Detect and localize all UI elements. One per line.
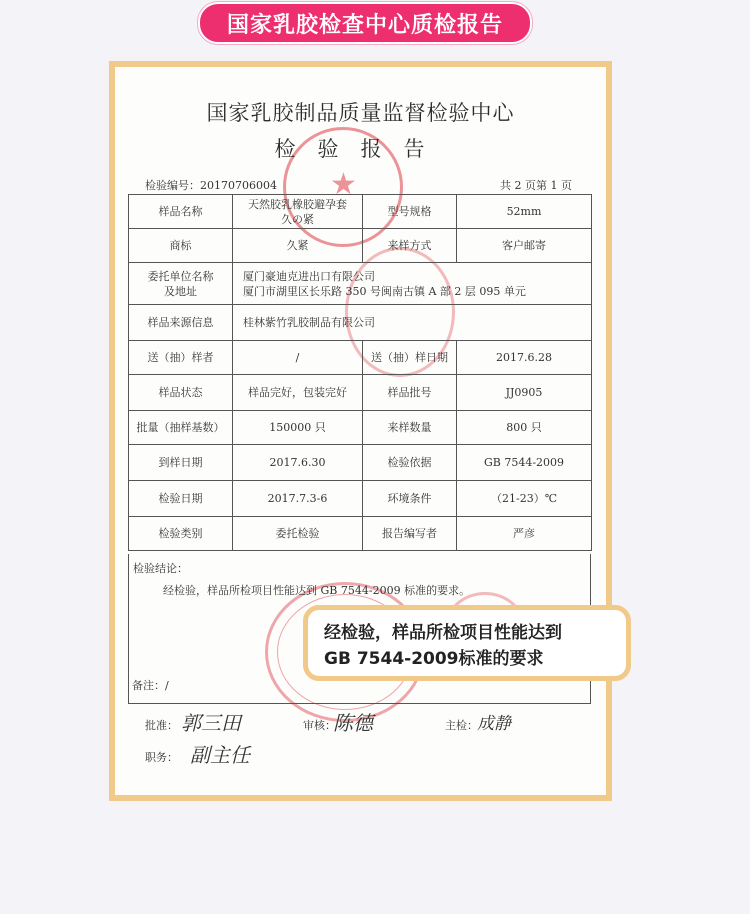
seal-star-icon: ★ [330,167,357,202]
table-cell: 样品名称 [129,195,233,229]
table-cell: 52mm [457,195,592,229]
table-row [129,481,592,517]
table-cell: 厦门豪迪克进出口有限公司 厦门市湖里区长乐路 350 号闽南古镇 A 部 2 层 095 单元 [233,263,592,305]
table-cell: 样品来源信息 [129,305,233,341]
table-cell: 2017.6.28 [457,341,592,375]
table-cell: 150000 只 [233,411,363,445]
table-cell: 桂林紫竹乳胶制品有限公司 [233,305,592,341]
table-cell: JJ0905 [457,375,592,411]
table-row [129,263,592,305]
table-cell: 批量（抽样基数） [129,411,233,445]
org-title: 国家乳胶制品质量监督检验中心 [206,101,515,125]
remark-label: 备注：/ [132,679,169,692]
table-cell: 客户邮寄 [457,229,592,263]
table-row [129,445,592,481]
table-cell: 样品状态 [129,375,233,411]
table-cell: 检验依据 [363,445,457,481]
report-paper [115,67,606,795]
page-info: 共 2 页第 1 页 [500,179,572,192]
report-table [128,194,592,551]
table-row [129,375,592,411]
approve-label: 批准： [145,719,178,732]
table-cell: GB 7544-2009 [457,445,592,481]
table-cell: 来样数量 [363,411,457,445]
table-cell: （21-23）℃ [457,481,592,517]
table-cell: 型号规格 [363,195,457,229]
table-cell: 报告编写者 [363,517,457,551]
conclusion-text: 经检验，样品所检项目性能达到 GB 7544-2009 标准的要求。 [163,584,471,597]
conclusion-label: 检验结论： [133,562,188,575]
conclusion-callout [303,605,631,681]
title-signature: 副主任 [190,743,250,767]
table-cell: 严彦 [457,517,592,551]
table-cell: 检验类别 [129,517,233,551]
banner-title: 国家乳胶检查中心质检报告 [198,2,532,44]
table-cell: 送（抽）样日期 [363,341,457,375]
table-cell: 委托检验 [233,517,363,551]
table-cell: 送（抽）样者 [129,341,233,375]
review-label: 审核： [303,719,336,732]
table-cell: 2017.6.30 [233,445,363,481]
table-row [129,195,592,229]
approve-signature: 郭三田 [181,711,241,735]
table-cell: 样品批号 [363,375,457,411]
table-row [129,411,592,445]
table-cell: 来样方式 [363,229,457,263]
report-number: 检验编号：20170706004 [145,179,277,192]
chief-label: 主检： [445,719,478,732]
table-row [129,341,592,375]
table-row [129,305,592,341]
table-cell: 环境条件 [363,481,457,517]
table-cell: 800 只 [457,411,592,445]
table-cell: 天然胶乳橡胶避孕套 久の紧 [233,195,363,229]
table-cell: 到样日期 [129,445,233,481]
table-cell: 检验日期 [129,481,233,517]
table-cell: / [233,341,363,375]
callout-line-1: 经检验，样品所检项目性能达到 [324,623,562,643]
title-label: 职务： [145,751,178,764]
table-cell: 2017.7.3-6 [233,481,363,517]
table-cell: 久紧 [233,229,363,263]
table-row [129,517,592,551]
table-cell: 委托单位名称 及地址 [129,263,233,305]
table-row [129,229,592,263]
chief-signature: 成静 [477,714,511,734]
callout-line-2: GB 7544-2009标准的要求 [324,649,544,669]
table-cell: 样品完好，包装完好 [233,375,363,411]
report-title: 检验报告 [274,137,447,161]
review-signature: 陈德 [333,711,373,735]
table-cell: 商标 [129,229,233,263]
